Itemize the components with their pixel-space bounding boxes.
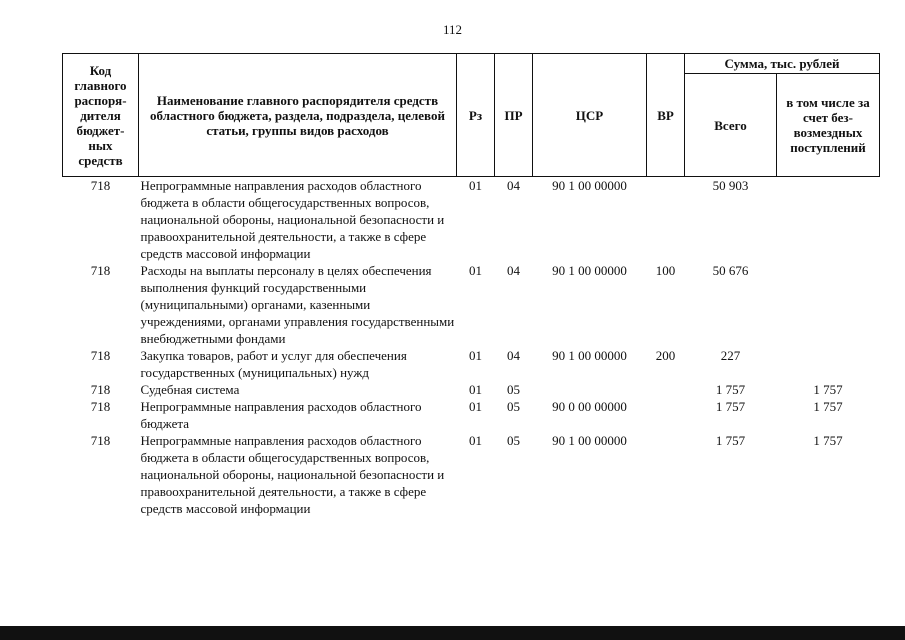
- cell-code: 718: [90, 178, 111, 193]
- cell-code: 718: [90, 433, 111, 448]
- cell-name: Судебная система: [140, 382, 240, 397]
- cell-rz: 01: [469, 433, 482, 448]
- cell-total: 227: [720, 348, 741, 363]
- cell-free: [777, 347, 880, 381]
- table-row: [63, 177, 880, 263]
- cell-free: 1 757: [813, 382, 843, 397]
- cell-csr: 90 1 00 00000: [552, 348, 627, 363]
- table-row: [63, 347, 880, 381]
- cell-rz: 01: [469, 382, 482, 397]
- cell-pr: 05: [507, 382, 520, 397]
- table-row: [63, 432, 880, 517]
- cell-csr: 90 1 00 00000: [552, 178, 627, 193]
- cell-code: 718: [90, 263, 111, 278]
- header-code: Код главного распоря-дителя бюджет-ных средств: [63, 54, 139, 177]
- cell-total: 1 757: [715, 399, 746, 414]
- header-vr: ВР: [647, 54, 685, 177]
- cell-pr: 05: [507, 399, 520, 414]
- cell-free: [777, 177, 880, 263]
- cell-name: Непрограммные направления расходов областного бюджета в области общегосударственных вопросов, национальной обороны, национальной безопасности и правоохранительной деятельности, а также в сфере средств массовой информации: [140, 433, 445, 516]
- cell-rz: 01: [469, 263, 482, 278]
- cell-csr: [533, 381, 647, 398]
- cell-free: [777, 262, 880, 347]
- page-number: 112: [442, 22, 463, 37]
- cell-pr: 04: [507, 348, 520, 363]
- cell-code: 718: [90, 348, 111, 363]
- cell-total: 50 903: [712, 178, 749, 193]
- cell-name: Непрограммные направления расходов областного бюджета в области общегосударственных вопросов, национальной обороны, национальной безопасности и правоохранительной деятельности, а также в сфере средств массовой информации: [140, 178, 445, 261]
- cell-total: 50 676: [712, 263, 749, 278]
- cell-pr: 04: [507, 263, 520, 278]
- cell-total: 1 757: [715, 433, 746, 448]
- header-name: Наименование главного распорядителя средств областного бюджета, раздела, подраздела, целевой статьи, группы видов расходов: [139, 54, 457, 177]
- header-rz: Рз: [457, 54, 495, 177]
- cell-pr: 04: [507, 178, 520, 193]
- table-row: [63, 262, 880, 347]
- cell-vr: 200: [655, 348, 676, 363]
- cell-free: 1 757: [813, 433, 843, 448]
- cell-vr: [647, 398, 685, 432]
- table-row: [63, 398, 880, 432]
- cell-csr: 90 1 00 00000: [552, 433, 627, 448]
- cell-csr: 90 0 00 00000: [552, 399, 627, 414]
- table-row: [63, 381, 880, 398]
- cell-vr: [647, 177, 685, 263]
- cell-name: Непрограммные направления расходов областного бюджета: [140, 399, 422, 431]
- cell-code: 718: [90, 399, 111, 414]
- bottom-edge-bar: [0, 626, 905, 640]
- cell-name: Закупка товаров, работ и услуг для обеспечения государственных (муниципальных) нужд: [140, 348, 407, 380]
- cell-rz: 01: [469, 399, 482, 414]
- header-total: Всего: [685, 74, 777, 177]
- cell-rz: 01: [469, 178, 482, 193]
- cell-vr: [647, 432, 685, 517]
- budget-table: [62, 53, 880, 517]
- cell-free: 1 757: [813, 399, 843, 414]
- cell-pr: 05: [507, 433, 520, 448]
- cell-csr: 90 1 00 00000: [552, 263, 627, 278]
- header-sum: Сумма, тыс. рублей: [685, 54, 880, 74]
- header-pr: ПР: [495, 54, 533, 177]
- cell-vr: 100: [655, 263, 676, 278]
- table-body: [63, 177, 880, 518]
- header-free: в том числе за счет без-возмездных поступлений: [777, 74, 880, 177]
- cell-total: 1 757: [715, 382, 746, 397]
- table-header: [63, 54, 880, 177]
- cell-rz: 01: [469, 348, 482, 363]
- cell-vr: [647, 381, 685, 398]
- cell-name: Расходы на выплаты персоналу в целях обеспечения выполнения функций государственными (муниципальными) органами, казенными учреждениями, органами управления государственными внебюджетными фондами: [140, 263, 455, 346]
- header-csr: ЦСР: [533, 54, 647, 177]
- cell-code: 718: [90, 382, 111, 397]
